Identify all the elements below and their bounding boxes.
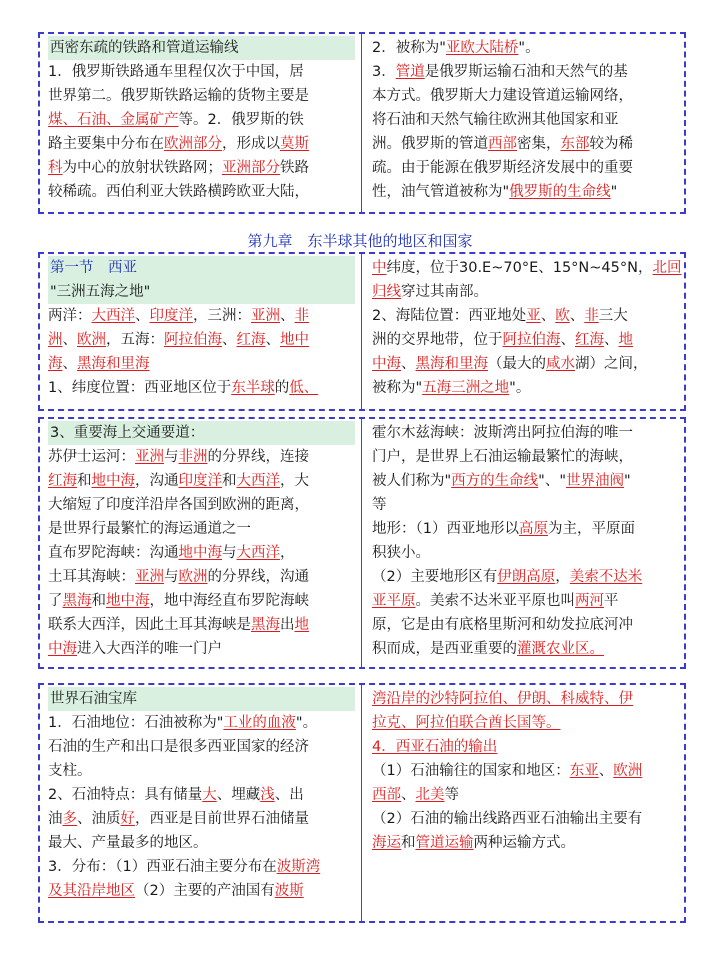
text-segment: 积而成，是西亚重要的 bbox=[372, 641, 517, 657]
text-segment: 疏。由于能源在俄罗斯经济发展中的重要 bbox=[372, 160, 633, 176]
text-line bbox=[48, 711, 355, 735]
text-segment: 、 bbox=[280, 308, 295, 324]
text-segment: 石油的生产和出口是很多西亚国家的经济 bbox=[48, 739, 309, 755]
text-line bbox=[372, 493, 678, 517]
text-segment: （最大的 bbox=[488, 356, 546, 372]
text-segment: 。美索不达米亚平原也叫 bbox=[415, 593, 575, 609]
text-segment: 、 bbox=[222, 332, 237, 348]
key-term: 大西洋 bbox=[236, 545, 280, 561]
key-term: 地 bbox=[294, 617, 309, 633]
section-box-4 bbox=[38, 683, 686, 923]
key-term: 灌溉农业区。 bbox=[517, 641, 604, 657]
text-line bbox=[372, 328, 678, 352]
box-1-right-column bbox=[362, 34, 684, 212]
text-segment: 湖）之间， bbox=[575, 356, 648, 372]
text-segment: 1．石油地位：石油被称为" bbox=[48, 715, 224, 731]
text-segment: " bbox=[624, 473, 631, 489]
text-segment: 等 bbox=[372, 497, 387, 513]
key-term: 北美 bbox=[415, 787, 445, 803]
text-segment: 等 bbox=[444, 787, 459, 803]
text-segment: 地形：（1）西亚地形以 bbox=[372, 521, 519, 537]
text-segment: （2）主要的产油国有 bbox=[135, 883, 275, 899]
key-term: 欧洲 bbox=[178, 569, 208, 585]
text-segment: 、 bbox=[598, 763, 614, 779]
box-4-left-column bbox=[40, 685, 362, 921]
text-line bbox=[372, 421, 678, 445]
key-term: 阿拉伯海 bbox=[164, 332, 222, 348]
text-line bbox=[48, 445, 355, 469]
key-term: 欧 bbox=[555, 308, 570, 324]
key-term: 黑海和里海 bbox=[415, 356, 488, 372]
text-segment: 西密东疏的铁路和管道运输线 bbox=[50, 40, 239, 56]
text-segment: 世界第二。俄罗斯铁路运输的货物主要是 bbox=[48, 88, 309, 104]
key-term: 俄罗斯的生命线 bbox=[509, 184, 611, 200]
key-term: 印度洋 bbox=[178, 473, 222, 489]
text-line bbox=[372, 565, 678, 589]
key-term: 欧洲 bbox=[77, 332, 106, 348]
text-segment: 2．被称为" bbox=[372, 40, 446, 56]
key-term: 中 bbox=[372, 260, 387, 276]
key-term: 金属矿产 bbox=[120, 112, 179, 128]
text-line bbox=[48, 60, 355, 84]
text-segment: 纬度，位于30.E~70°E、15°N~45°N， bbox=[386, 260, 653, 276]
text-line bbox=[48, 304, 355, 328]
text-segment: 3、重要海上交通要道： bbox=[50, 425, 205, 441]
text-line bbox=[372, 376, 678, 400]
text-segment: ，大 bbox=[280, 473, 309, 489]
text-segment: 和 bbox=[222, 473, 237, 489]
text-segment: 大缩短了印度洋沿岸各国到欧洲的距离， bbox=[48, 497, 309, 513]
box-3-left-column bbox=[40, 419, 362, 667]
text-line bbox=[48, 687, 355, 711]
key-term: 地中海 bbox=[106, 593, 150, 609]
key-term: 非 bbox=[294, 308, 309, 324]
text-line bbox=[48, 759, 355, 783]
text-line bbox=[48, 156, 355, 180]
text-line bbox=[372, 783, 678, 807]
key-term: 科 bbox=[48, 160, 63, 176]
text-line bbox=[372, 517, 678, 541]
text-line bbox=[48, 541, 355, 565]
text-segment: 的分界线，沟通 bbox=[207, 569, 309, 585]
text-segment: 、 bbox=[540, 308, 556, 324]
key-term: 拉克、阿拉伯联合酋长国等。 bbox=[372, 715, 561, 731]
text-segment: 2、海陆位置：西亚地处 bbox=[372, 308, 527, 324]
text-line bbox=[48, 84, 355, 108]
text-segment: 将石油和天然气输往欧洲其他国家和亚 bbox=[372, 112, 619, 128]
key-term: 洲 bbox=[48, 332, 63, 348]
text-segment: 、 bbox=[135, 308, 150, 324]
text-line bbox=[48, 565, 355, 589]
text-line bbox=[48, 352, 355, 376]
section-box-1 bbox=[38, 32, 686, 214]
key-term: 中海 bbox=[48, 641, 77, 657]
text-segment: 直布罗陀海峡：沟通 bbox=[48, 545, 179, 561]
text-segment: 和 bbox=[91, 593, 106, 609]
text-segment: （1）石油输往的国家和地区： bbox=[372, 763, 570, 779]
section-box-3 bbox=[38, 417, 686, 669]
text-segment: 与 bbox=[222, 545, 237, 561]
key-term: 、 bbox=[106, 112, 121, 128]
text-segment: 穿过其南部。 bbox=[401, 284, 488, 300]
text-segment: 了 bbox=[48, 593, 63, 609]
box-2-right-column bbox=[362, 254, 684, 409]
text-line bbox=[372, 108, 678, 132]
text-line bbox=[372, 60, 678, 84]
text-segment: 的分界线，连接 bbox=[207, 449, 309, 465]
key-term: 浅 bbox=[260, 787, 275, 803]
key-term: 西方的生命线 bbox=[451, 473, 539, 489]
text-line bbox=[48, 421, 355, 445]
key-term: 波斯 bbox=[274, 883, 304, 899]
text-segment: 被称为" bbox=[372, 380, 423, 396]
text-line bbox=[48, 517, 355, 541]
key-term: 湾沿岸的沙特阿拉伯、伊朗、科威特、伊 bbox=[372, 691, 633, 707]
text-segment: ，沟通 bbox=[135, 473, 179, 489]
key-term: 海 bbox=[48, 356, 63, 372]
text-segment: 三大 bbox=[598, 308, 628, 324]
key-term: 欧洲 bbox=[613, 763, 643, 779]
text-segment: 霍尔木兹海峡：波斯湾出阿拉伯海的唯一 bbox=[372, 425, 633, 441]
text-line bbox=[48, 855, 355, 879]
key-term: 非 bbox=[584, 308, 599, 324]
text-line bbox=[372, 613, 678, 637]
text-segment: 联系大西洋，因此土耳其海峡是 bbox=[48, 617, 251, 633]
key-term: 咸水 bbox=[546, 356, 575, 372]
text-segment: 1、纬度位置：西亚地区位于 bbox=[48, 380, 232, 396]
text-line bbox=[372, 445, 678, 469]
text-segment: 、 bbox=[401, 356, 416, 372]
key-term: 及其沿岸地区 bbox=[48, 883, 135, 899]
text-segment: 支柱。 bbox=[48, 763, 92, 779]
key-term: 西部 bbox=[372, 787, 401, 803]
key-term: 4．西亚石油的输出 bbox=[372, 739, 498, 755]
chapter-title: 第九章 东半球其他的地区和国家 bbox=[247, 232, 473, 250]
text-segment: 洲。俄罗斯的管道 bbox=[372, 136, 488, 152]
text-segment: "三洲五海之地" bbox=[50, 284, 151, 300]
text-segment: "。 bbox=[295, 715, 318, 731]
text-segment: 本方式。俄罗斯大力建设管道运输网络， bbox=[372, 88, 633, 104]
text-line bbox=[48, 469, 355, 493]
text-segment: 苏伊士运河： bbox=[48, 449, 135, 465]
key-term: 亚洲部分 bbox=[222, 160, 280, 176]
text-segment: 3．分布：（1）西亚石油主要分布在 bbox=[48, 859, 277, 875]
key-term: 地中海 bbox=[178, 545, 222, 561]
text-line bbox=[48, 328, 355, 352]
text-line bbox=[372, 256, 682, 280]
key-term: 两河 bbox=[575, 593, 604, 609]
text-line bbox=[48, 613, 355, 637]
text-segment: 是世界行最繁忙的海运通道之一 bbox=[48, 521, 251, 537]
text-segment: 土耳其海峡： bbox=[48, 569, 135, 585]
key-term: 波斯湾 bbox=[276, 859, 321, 875]
key-term: 红海 bbox=[236, 332, 266, 348]
text-line bbox=[48, 637, 355, 661]
text-line bbox=[48, 783, 355, 807]
key-term: 管道运输 bbox=[415, 835, 474, 851]
text-segment: ，五海： bbox=[106, 332, 164, 348]
key-term: 低、 bbox=[289, 380, 319, 396]
key-term: 煤 bbox=[48, 112, 63, 128]
key-term: 、 bbox=[62, 112, 77, 128]
text-line bbox=[48, 493, 355, 517]
text-line bbox=[48, 132, 355, 156]
text-segment: 为主，平原面 bbox=[547, 521, 635, 537]
key-term: 地中海 bbox=[91, 473, 135, 489]
key-term: 亚平原 bbox=[372, 593, 416, 609]
text-segment: 较稀疏。西伯利亚大铁路横跨欧亚大陆， bbox=[48, 184, 309, 200]
text-segment: 出 bbox=[280, 617, 295, 633]
text-line bbox=[372, 156, 678, 180]
text-line bbox=[372, 759, 678, 783]
text-segment: 原，它是由有底格里斯河和幼发拉底河冲 bbox=[372, 617, 633, 633]
text-segment: 、 bbox=[265, 332, 280, 348]
key-term: 西部 bbox=[488, 136, 517, 152]
text-segment: 、 bbox=[62, 356, 77, 372]
key-term: 石油 bbox=[77, 112, 106, 128]
text-segment: 油 bbox=[48, 811, 63, 827]
text-segment: 、出 bbox=[274, 787, 304, 803]
key-term: 中海 bbox=[372, 356, 401, 372]
text-line bbox=[372, 711, 678, 735]
text-segment: 、 bbox=[401, 787, 416, 803]
key-term: 大西洋 bbox=[236, 473, 280, 489]
text-segment: 密集， bbox=[517, 136, 561, 152]
text-line bbox=[372, 637, 678, 661]
text-segment: 路主要集中分布在 bbox=[48, 136, 164, 152]
text-line bbox=[48, 280, 355, 304]
text-line bbox=[372, 36, 678, 60]
key-term: 东半球 bbox=[231, 380, 275, 396]
key-term: 欧洲部分 bbox=[164, 136, 222, 152]
text-segment: 与 bbox=[164, 569, 179, 585]
text-segment: 2、石油特点：具有储量 bbox=[48, 787, 203, 803]
key-term: 红海 bbox=[48, 473, 77, 489]
text-line bbox=[372, 180, 678, 204]
text-segment: 、 bbox=[569, 308, 585, 324]
text-segment: ，地中海经直布罗陀海峡 bbox=[149, 593, 309, 609]
text-line bbox=[372, 304, 678, 328]
text-segment: " bbox=[610, 184, 618, 200]
text-segment: 和 bbox=[401, 835, 416, 851]
box-2-left-column bbox=[40, 254, 362, 409]
text-segment: 是俄罗斯运输石油和天然气的基 bbox=[424, 64, 628, 80]
key-term: 地中 bbox=[280, 332, 309, 348]
key-term: 大西洋 bbox=[91, 308, 135, 324]
text-segment: 积狭小。 bbox=[372, 545, 430, 561]
text-segment: （2）主要地形区有 bbox=[372, 569, 498, 585]
key-term: 美索不达米 bbox=[569, 569, 643, 585]
key-term: 北回 bbox=[652, 260, 682, 276]
text-segment: ，形成以 bbox=[222, 136, 280, 152]
text-line bbox=[48, 589, 355, 613]
key-term: 亚欧大陆桥 bbox=[445, 40, 519, 56]
text-line bbox=[48, 180, 355, 204]
key-term: 黑海 bbox=[251, 617, 280, 633]
key-term: 亚洲 bbox=[135, 569, 164, 585]
key-term: 高原 bbox=[518, 521, 548, 537]
text-segment: 进入大西洋的唯一门户 bbox=[77, 641, 222, 657]
text-segment: 门户，是世界上石油运输最繁忙的海峡， bbox=[372, 449, 633, 465]
text-segment: 两种运输方式。 bbox=[473, 835, 575, 851]
key-term: 亚洲 bbox=[251, 308, 280, 324]
text-line bbox=[48, 735, 355, 759]
text-segment: "。 bbox=[518, 40, 540, 56]
key-term: 工业的血液 bbox=[223, 715, 296, 731]
key-term: 黑海 bbox=[62, 593, 92, 609]
text-segment: "。 bbox=[509, 380, 531, 396]
text-line bbox=[372, 84, 678, 108]
text-segment: 较为稀 bbox=[589, 136, 633, 152]
text-segment: ，西亚是目前世界石油储量 bbox=[135, 811, 309, 827]
text-segment: 铁路 bbox=[280, 160, 309, 176]
text-segment: 和 bbox=[77, 473, 92, 489]
text-line bbox=[372, 352, 678, 376]
text-segment: 第一节 西亚 bbox=[50, 260, 137, 276]
text-segment: 被人们称为" bbox=[372, 473, 452, 489]
key-term: 亚洲 bbox=[135, 449, 164, 465]
text-line bbox=[372, 807, 678, 831]
key-term: 东亚 bbox=[569, 763, 599, 779]
text-segment: 、 bbox=[604, 332, 619, 348]
text-segment: 平 bbox=[604, 593, 619, 609]
key-term: 莫斯 bbox=[280, 136, 309, 152]
box-3-right-column bbox=[362, 419, 684, 667]
text-segment: 为中心的放射状铁路网； bbox=[62, 160, 222, 176]
key-term: 好 bbox=[120, 811, 135, 827]
text-segment: 洲的交界地带，位于 bbox=[372, 332, 503, 348]
text-segment: 、油质 bbox=[77, 811, 121, 827]
key-term: 世界油阀 bbox=[566, 473, 625, 489]
text-line bbox=[48, 108, 355, 132]
text-line bbox=[48, 807, 355, 831]
text-line bbox=[372, 831, 678, 855]
text-line bbox=[372, 687, 678, 711]
key-term: 阿拉伯海 bbox=[502, 332, 561, 348]
text-line bbox=[48, 831, 355, 855]
text-line bbox=[48, 879, 355, 903]
key-term: 海运 bbox=[372, 835, 401, 851]
text-line bbox=[48, 376, 355, 400]
text-line bbox=[48, 36, 355, 60]
text-segment: 3． bbox=[372, 64, 396, 80]
key-term: 地 bbox=[618, 332, 633, 348]
key-term: 东部 bbox=[560, 136, 590, 152]
box-1-left-column bbox=[40, 34, 362, 212]
key-term: 亚 bbox=[526, 308, 541, 324]
text-segment: （2）石油的输出线路西亚石油输出主要有 bbox=[372, 811, 643, 827]
text-segment: "、" bbox=[538, 473, 567, 489]
text-line bbox=[372, 469, 678, 493]
text-segment: 世界石油宝库 bbox=[50, 691, 137, 707]
text-segment: ， bbox=[280, 545, 295, 561]
key-term: 红海 bbox=[575, 332, 604, 348]
text-segment: 性，油气管道被称为" bbox=[372, 184, 510, 200]
key-term: 大 bbox=[202, 787, 217, 803]
text-segment: 1．俄罗斯铁路通车里程仅次于中国，居 bbox=[48, 64, 304, 80]
key-term: 非洲 bbox=[178, 449, 208, 465]
section-box-2 bbox=[38, 252, 686, 411]
text-line bbox=[372, 280, 678, 304]
text-segment: 与 bbox=[164, 449, 179, 465]
text-segment: 、埋藏 bbox=[216, 787, 261, 803]
text-segment: 等。2．俄罗斯的铁 bbox=[178, 112, 304, 128]
text-segment: 、 bbox=[560, 332, 575, 348]
key-term: 伊朗高原 bbox=[497, 569, 556, 585]
text-segment: ，三洲： bbox=[193, 308, 251, 324]
key-term: 黑海和里海 bbox=[77, 356, 150, 372]
text-segment: 、 bbox=[62, 332, 77, 348]
box-4-right-column bbox=[362, 685, 684, 921]
text-segment: ， bbox=[555, 569, 570, 585]
text-segment: 的 bbox=[274, 380, 290, 396]
text-line bbox=[372, 735, 678, 759]
text-line bbox=[372, 589, 678, 613]
text-segment: 两洋： bbox=[48, 308, 92, 324]
text-line bbox=[48, 256, 355, 280]
text-line bbox=[372, 132, 678, 156]
key-term: 五海三洲之地 bbox=[422, 380, 510, 396]
text-line bbox=[372, 541, 678, 565]
key-term: 多 bbox=[62, 811, 77, 827]
key-term: 归线 bbox=[372, 284, 401, 300]
text-segment: 最大、产量最多的地区。 bbox=[48, 835, 208, 851]
key-term: 印度洋 bbox=[149, 308, 193, 324]
key-term: 管道 bbox=[395, 64, 425, 80]
